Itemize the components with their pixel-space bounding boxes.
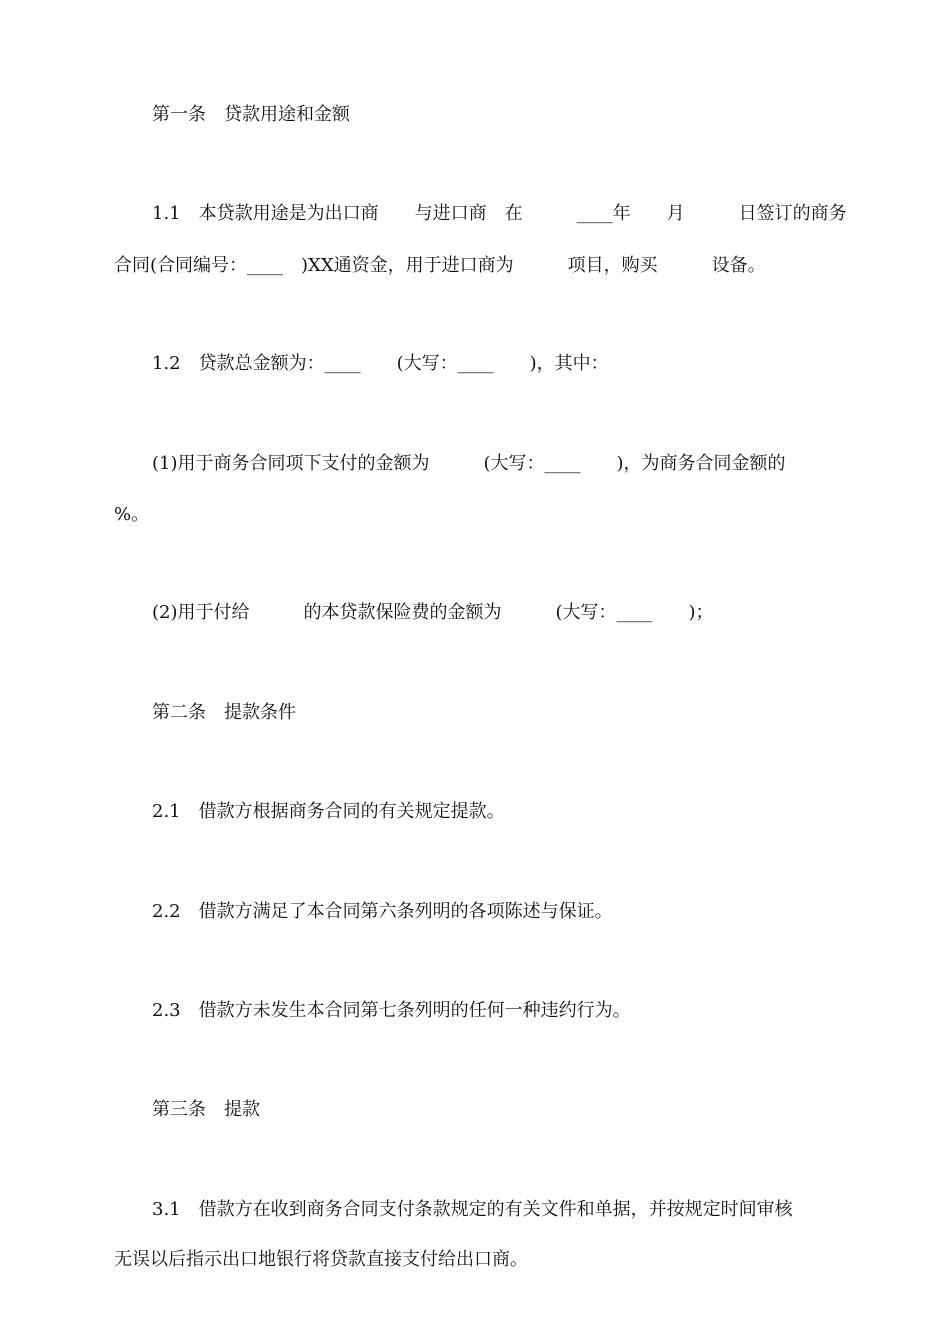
article-2-heading: 第二条 提款条件: [152, 702, 296, 723]
clause-1-2: 1.2 贷款总金额为：____ (大写：____ )，其中：: [152, 353, 609, 374]
clause-3-1-line-2: 无误以后指示出口地银行将贷款直接支付给出口商。: [114, 1249, 528, 1270]
article-1-heading: 第一条 贷款用途和金额: [152, 104, 350, 125]
item-1-line-1: (1)用于商务合同项下支付的金额为 (大写：____ )，为商务合同金额的: [152, 453, 786, 474]
item-1-line-2: %。: [114, 504, 150, 525]
clause-2-2: 2.2 借款方满足了本合同第六条列明的各项陈述与保证。: [152, 901, 613, 922]
clause-3-1-line-1: 3.1 借款方在收到商务合同支付条款规定的有关文件和单据，并按规定时间审核: [152, 1199, 793, 1220]
clause-2-1: 2.1 借款方根据商务合同的有关规定提款。: [152, 801, 505, 822]
clause-2-3: 2.3 借款方未发生本合同第七条列明的任何一种违约行为。: [152, 1000, 631, 1021]
clause-1-1-line-1: 1.1 本贷款用途是为出口商 与进口商 在 ____年 月 日签订的商务: [152, 203, 847, 224]
article-3-heading: 第三条 提款: [152, 1099, 260, 1120]
clause-1-1-line-2: 合同(合同编号：____ )XX通资金，用于进口商为 项目，购买 设备。: [114, 255, 766, 276]
item-2: (2)用于付给 的本贷款保险费的金额为 (大写：____ )；: [152, 602, 714, 623]
